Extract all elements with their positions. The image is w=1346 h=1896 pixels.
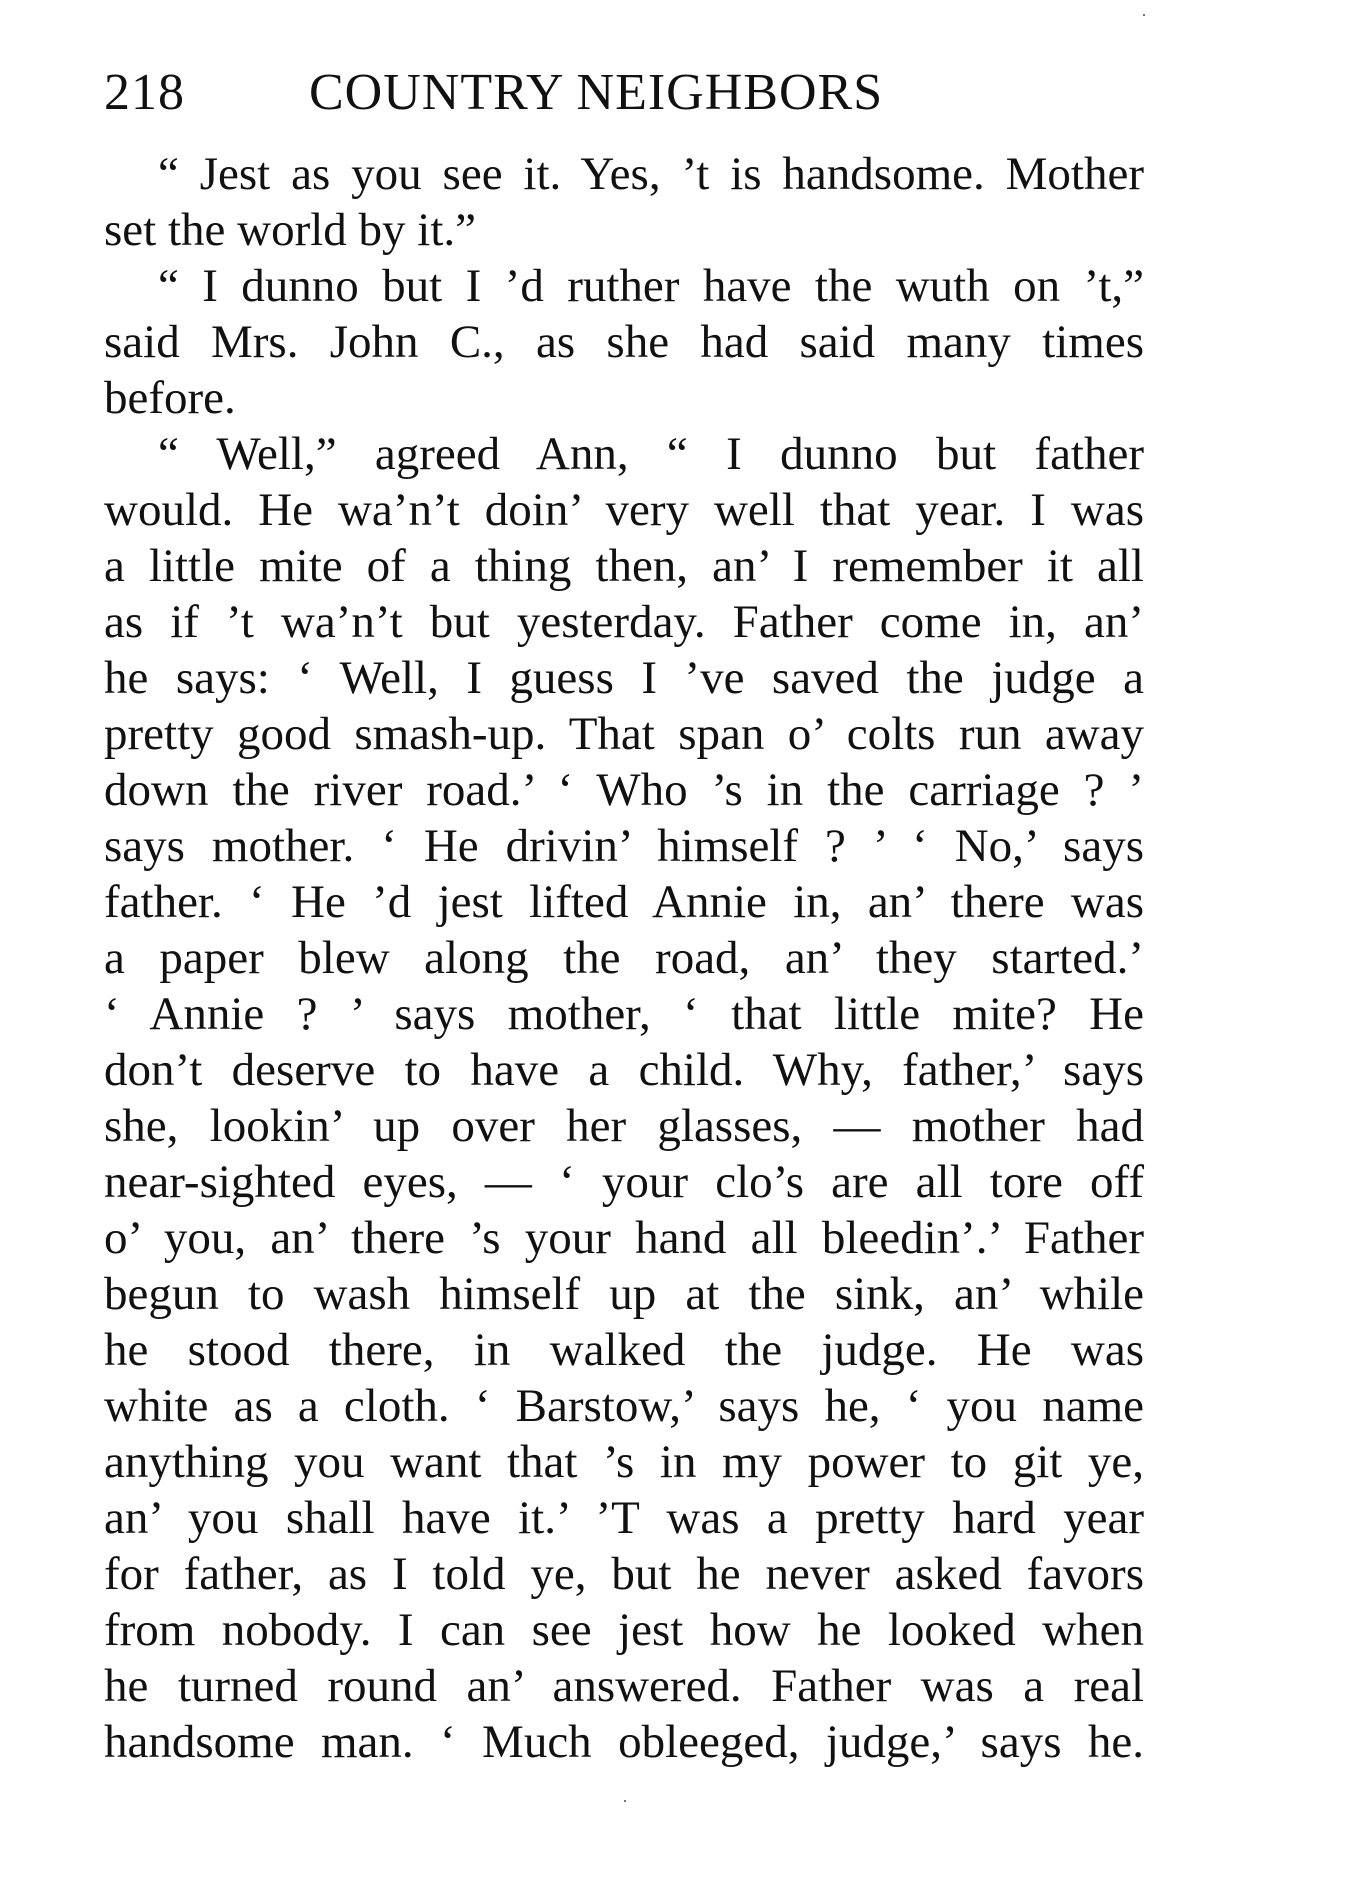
text-line: pretty good smash-up. That span o’ colts run away: [104, 708, 1144, 760]
text-line: he stood there, in walked the judge. He was: [104, 1324, 1144, 1376]
text-line: for father, as I told ye, but he never asked favors: [104, 1548, 1144, 1600]
scan-speck: [1143, 14, 1145, 16]
text-line: from nobody. I can see jest how he looked when: [104, 1604, 1144, 1656]
text-line: she, lookin’ up over her glasses, — mother had: [104, 1100, 1144, 1152]
text-line: handsome man. ‘ Much obleeged, judge,’ says he.: [104, 1716, 1144, 1768]
text-line: a paper blew along the road, an’ they started.’: [104, 932, 1144, 984]
text-line: before.: [104, 372, 236, 424]
text-line: near-sighted eyes, — ‘ your clo’s are all tore off: [104, 1156, 1144, 1208]
text-line: father. ‘ He ’d jest lifted Annie in, an’ there was: [104, 876, 1144, 928]
text-line: anything you want that ’s in my power to git ye,: [104, 1436, 1144, 1488]
text-line: “ I dunno but I ’d ruther have the wuth on ’t,”: [158, 260, 1144, 312]
text-line: white as a cloth. ‘ Barstow,’ says he, ‘ you name: [104, 1380, 1144, 1432]
text-line: a little mite of a thing then, an’ I remember it all: [104, 540, 1144, 592]
body-text: [104, 146, 1144, 1770]
text-line: an’ you shall have it.’ ’T was a pretty hard year: [104, 1492, 1144, 1544]
scan-speck: [624, 1800, 626, 1802]
page-number: 218: [104, 64, 185, 121]
running-title: COUNTRY NEIGHBORS: [309, 64, 884, 121]
text-line: as if ’t wa’n’t but yesterday. Father come in, an’: [104, 596, 1144, 648]
running-header: [104, 58, 1144, 128]
text-line: “ Jest as you see it. Yes, ’t is handsome. Mother: [158, 148, 1144, 200]
text-line: begun to wash himself up at the sink, an’ while: [104, 1268, 1144, 1320]
text-line: set the world by it.”: [104, 204, 477, 256]
text-line: down the river road.’ ‘ Who ’s in the carriage ? ’: [104, 764, 1144, 816]
text-line: o’ you, an’ there ’s your hand all bleedin’.’ Father: [104, 1212, 1144, 1264]
text-line: he says: ‘ Well, I guess I ’ve saved the judge a: [104, 652, 1144, 704]
text-line: “ Well,” agreed Ann, “ I dunno but father: [158, 428, 1144, 480]
text-line: don’t deserve to have a child. Why, father,’ says: [104, 1044, 1144, 1096]
text-line: ‘ Annie ? ’ says mother, ‘ that little mite? He: [104, 988, 1144, 1040]
text-line: says mother. ‘ He drivin’ himself ? ’ ‘ No,’ says: [104, 820, 1144, 872]
text-line: said Mrs. John C., as she had said many times: [104, 316, 1144, 368]
text-line: would. He wa’n’t doin’ very well that year. I was: [104, 484, 1144, 536]
text-line: he turned round an’ answered. Father was a real: [104, 1660, 1144, 1712]
